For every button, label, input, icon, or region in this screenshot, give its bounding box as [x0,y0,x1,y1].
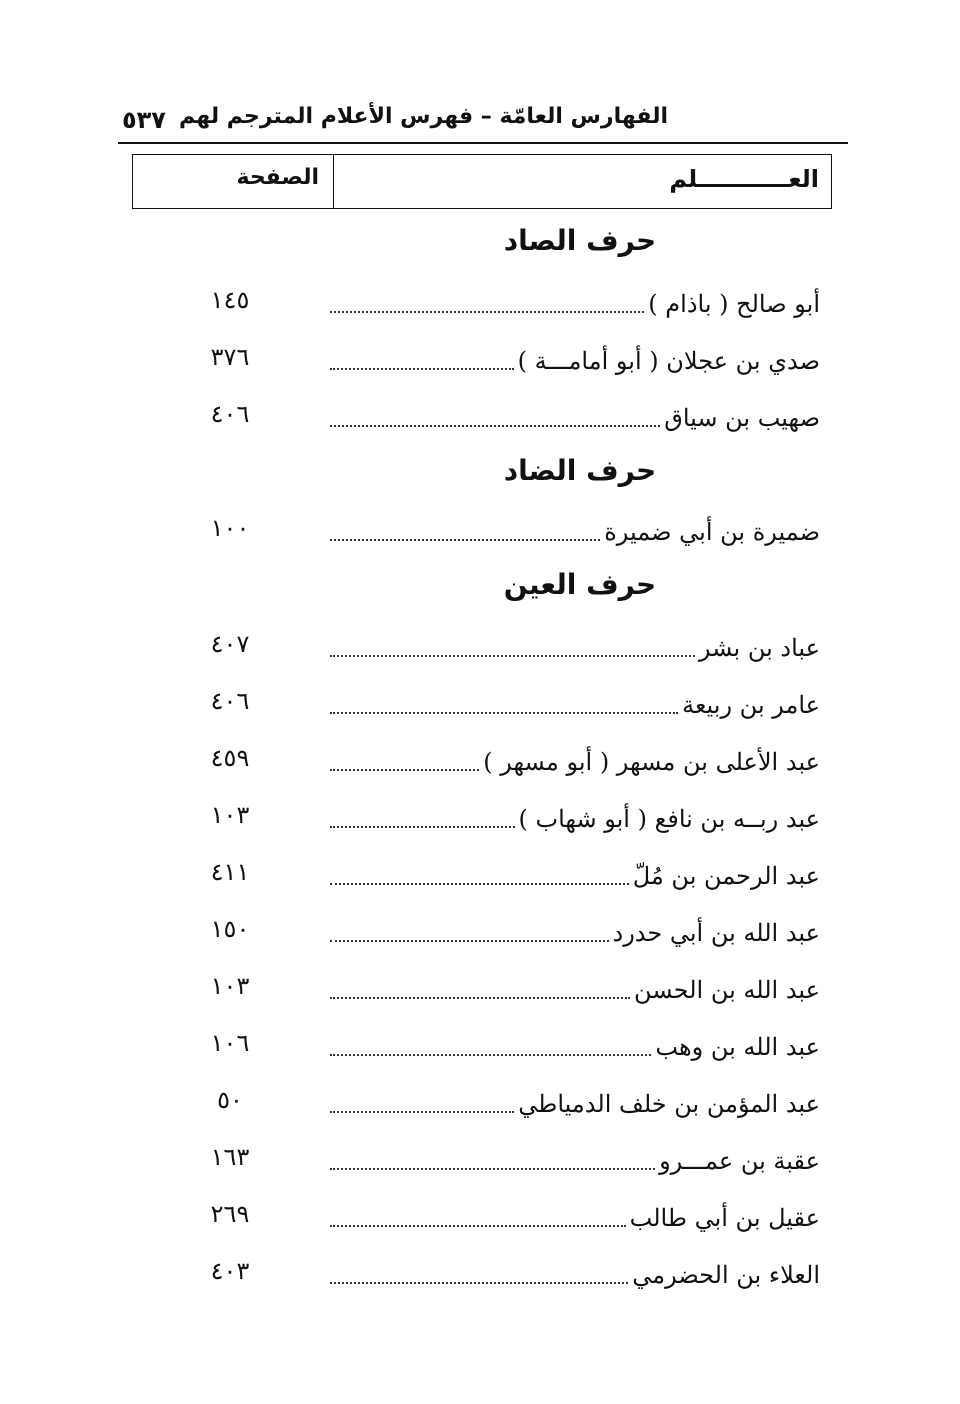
entry-name: صهيب بن سياق [664,404,820,432]
entry-page: ٤٠٦ [210,400,250,428]
entry-name: عبد الرحمن بن مُلّ [632,862,820,890]
dot-leader [330,712,678,714]
index-entry [0,911,960,951]
index-entry [0,1196,960,1236]
section-heading-ain: حرف العين [503,568,657,601]
index-entry [0,1082,960,1122]
index-entry [0,1139,960,1179]
entry-page: ١٠٠ [210,514,250,542]
index-entry [0,396,960,436]
dot-leader [330,655,695,657]
entry-page: ٤٠٧ [210,630,250,658]
entry-name: عبد الله بن أبي حدرد [612,919,820,947]
index-entry [0,1253,960,1293]
entry-name: عبد الأعلى بن مسهر ( أبو مسهر ) [483,748,820,776]
section-heading-dad: حرف الضاد [503,454,657,487]
entry-name: عقيل بن أبي طالب [629,1204,820,1232]
entry-page: ٤٠٣ [210,1257,250,1285]
entry-page: ٥٠ [217,1086,243,1114]
dot-leader [330,539,600,541]
entry-page: ١٠٦ [210,1029,250,1057]
entry-page: ١٤٥ [210,286,250,314]
entry-page: ١٥٠ [210,915,250,943]
page-number: ٥٣٧ [122,106,166,134]
entry-name: عامر بن ربيعة [682,691,820,719]
entry-name: عبد ربــه بن نافع ( أبو شهاب ) [518,805,820,833]
dot-leader [330,311,644,313]
running-title: الفهارس العامّة – فهرس الأعلام المترجم لهم [179,104,668,129]
name-column-header [333,155,831,208]
dot-leader [330,425,660,427]
dot-leader [330,368,514,370]
index-entry [0,797,960,837]
index-entry [0,1025,960,1065]
index-entry [0,968,960,1008]
page-header [118,100,848,144]
dot-leader [330,769,479,771]
dot-leader [330,1054,651,1056]
entry-page: ١٠٣ [210,801,250,829]
dot-leader [330,1225,626,1227]
name-column-label: العـــــــــــلم [669,165,819,193]
dot-leader [330,997,630,999]
entry-page: ٤١١ [210,858,250,886]
index-entry [0,683,960,723]
entry-name: عبد الله بن الحسن [634,976,820,1004]
entry-name: عباد بن بشر [698,634,820,662]
entry-name: ضميرة بن أبي ضميرة [604,518,820,546]
entry-name: العلاء بن الحضرمي [632,1261,820,1289]
index-entry [0,854,960,894]
entry-name: عقبة بن عمـــرو [659,1147,820,1175]
page-column-label: الصفحة [236,165,319,190]
entry-page: ١٦٣ [210,1143,250,1171]
index-table-header [132,154,832,209]
dot-leader [330,1111,514,1113]
entry-name: عبد الله بن وهب [655,1033,820,1061]
index-entry [0,626,960,666]
dot-leader [330,1168,655,1170]
entry-name: صدي بن عجلان ( أبو أمامـــة ) [517,347,820,375]
index-entry [0,510,960,550]
entry-page: ٢٦٩ [210,1200,250,1228]
section-heading-sad: حرف الصاد [503,224,657,257]
index-entry [0,339,960,379]
dot-leader [330,940,609,942]
entry-page: ٤٥٩ [210,744,250,772]
index-entry [0,740,960,780]
dot-leader [330,883,629,885]
index-entry [0,282,960,322]
entry-page: ١٠٣ [210,972,250,1000]
dot-leader [330,826,515,828]
entry-page: ٣٧٦ [210,343,250,371]
entry-name: أبو صالح ( باذام ) [648,290,820,318]
entry-name: عبد المؤمن بن خلف الدمياطي [518,1090,820,1118]
entry-page: ٤٠٦ [210,687,250,715]
dot-leader [330,1282,628,1284]
